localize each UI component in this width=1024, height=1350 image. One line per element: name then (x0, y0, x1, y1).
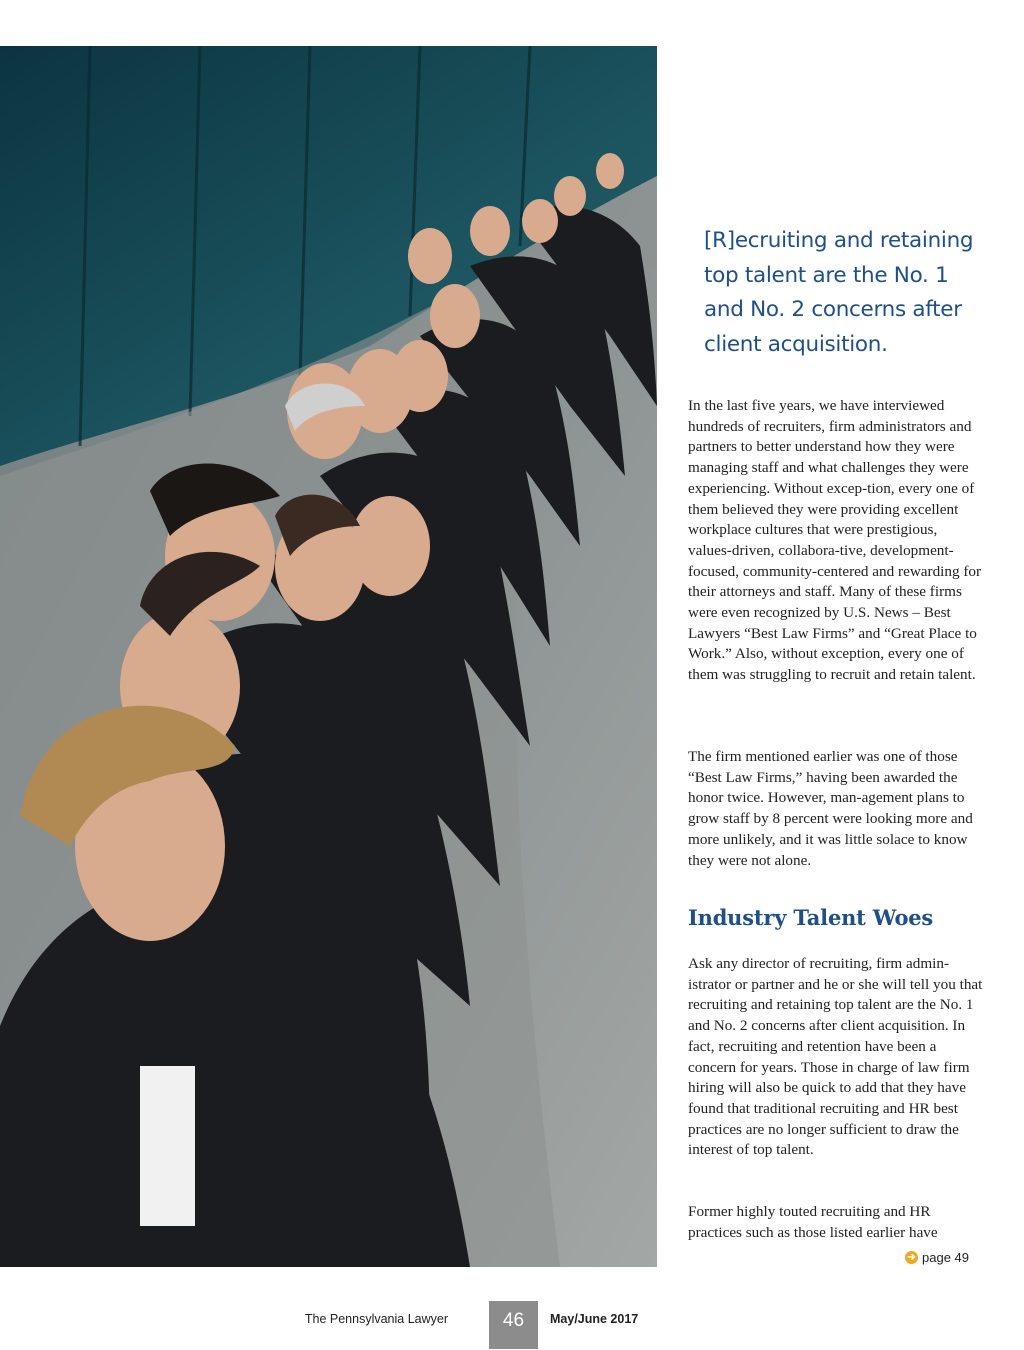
body-paragraph-4 (688, 1202, 984, 1243)
continued-on-link[interactable] (905, 1250, 969, 1265)
body-paragraph-3 (688, 954, 984, 1161)
pull-quote: [R]ecruiting and retaining top talent are the No. 1 and No. 2 concerns after client acquisition. (704, 228, 974, 357)
publication-name: The Pennsylvania Lawyer (304, 1312, 448, 1326)
section-heading: Industry Talent Woes (688, 905, 934, 930)
paragraph-text: The firm mentioned earlier was one of those “Best Law Firms,” having been awarded the honor twice. However, man-agement plans to grow staff by 8 percent were looking more and more unlikely, and it was little solace to know they were not alone. (688, 748, 973, 869)
paragraph-text: Former highly touted recruiting and HR practices such as those listed earlier have (688, 1203, 938, 1241)
page-footer (0, 1301, 1024, 1349)
paragraph-text: Ask any director of recruiting, firm admin-istrator or partner and he or she will tell you that recruiting and retaining top talent are the No. 1 and No. 2 concerns after client acquisition. In fact, recruiting and retention have been a concern for years. Those in charge of law firm hiring will also be quick to add that they have found that traditional recruiting and HR best practices are no longer sufficient to draw the interest of top talent. (688, 955, 983, 1159)
issue-date: May/June 2017 (550, 1312, 639, 1326)
continued-page-label: page 49 (922, 1250, 969, 1265)
cover-photo-professionals-in-line (0, 46, 657, 1267)
page-number: 46 (489, 1301, 538, 1349)
arrow-right-circle-icon: ➔ (905, 1251, 918, 1264)
paragraph-text: In the last five years, we have interviewed hundreds of recruiters, firm administrators and partners to better understand how they were managing staff and what challenges they were experiencing. Without excep-tion, every one of them believed they were providing excellent workplace cultures that were prestigious, values-driven, collabora-tive, development-focused, community-centered and rewarding for their attorneys and staff. Many of these firms were even recognized by U.S. News – Best Lawyers “Best Law Firms” and “Great Place to Work.” Also, without exception, every one of them was struggling to recruit and retain talent. (688, 397, 982, 684)
body-paragraph-1 (688, 396, 984, 686)
body-paragraph-2 (688, 747, 984, 871)
